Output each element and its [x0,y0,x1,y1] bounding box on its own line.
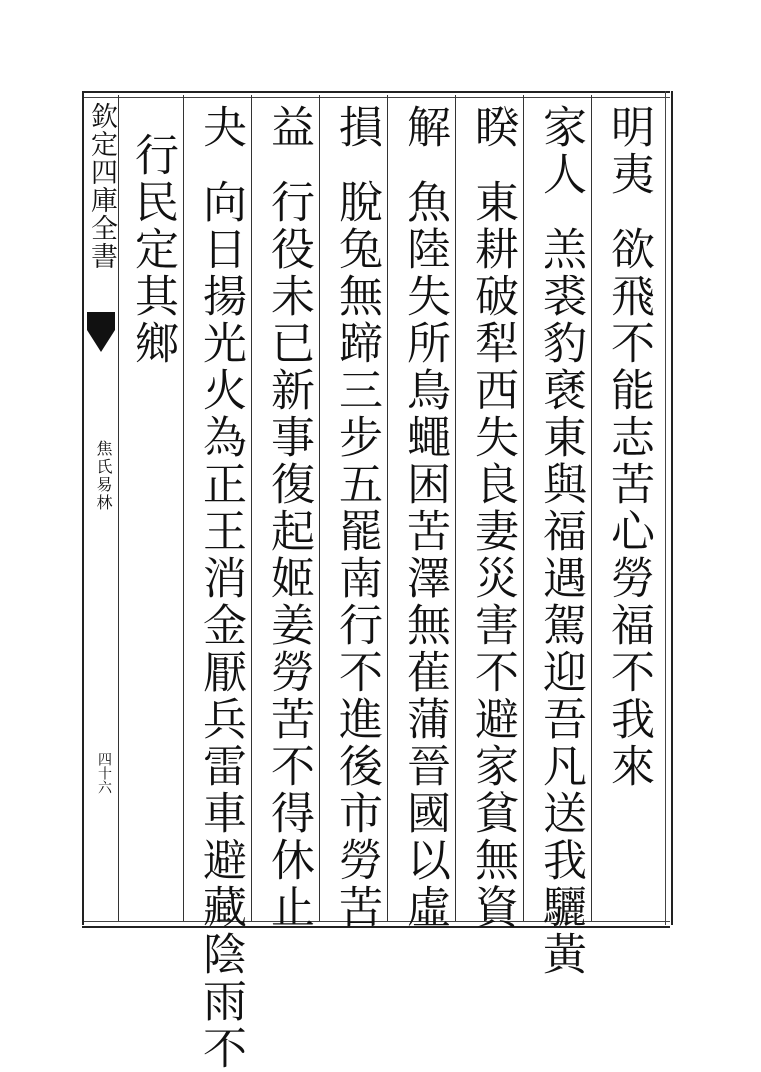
column-rule [387,95,388,921]
hexagram-name: 益 [263,104,314,151]
column-rule [251,95,252,921]
margin-title: 欽定四庫全書 [86,102,117,270]
hexagram-name: 夬 [195,104,246,151]
hexagram-name: 睽 [467,104,518,151]
column-rule [183,95,184,921]
text-column [328,104,384,931]
verse-text: 東耕破犁西失良妻災害不避家貧無資 [467,179,518,931]
margin-page-number: 四十六 [96,752,112,794]
text-column [532,104,588,978]
verse-text: 脫兔無蹄三步五罷南行不進後市勞苦 [331,179,382,931]
text-column [192,104,248,1072]
column-rule [523,95,524,921]
verse-text: 魚陸失所鳥蠅困苦澤無萑蒲晉國以虛 [399,179,450,931]
hexagram-name: 家人 [535,104,586,198]
column-rule [319,95,320,921]
text-column [464,104,520,931]
verse-text: 行役未已新事復起姬姜勞苦不得休止 [263,179,314,931]
verse-text: 羔裘豹褎東與福遇駕迎吾凡送我驪黃 [535,226,586,978]
text-column [260,104,316,931]
hexagram-name: 解 [399,104,450,151]
hexagram-name: 明夷 [603,104,654,198]
margin-book-title: 焦氏易林 [94,440,113,512]
text-column [124,104,180,367]
verse-text: 欲飛不能志苦心勞福不我來 [603,226,654,790]
margin-rule [118,95,119,921]
frame-right-border [665,91,673,925]
verse-text: 向日揚光火為正王消金厭兵雷車避藏陰雨不 [195,179,246,1072]
verse-text: 行民定其鄉 [127,132,178,367]
frame-top-border [82,91,670,98]
fish-tail-mark [87,330,115,352]
column-rule [455,95,456,921]
column-rule [591,95,592,921]
text-column [600,104,656,790]
text-column [396,104,452,931]
hexagram-name: 損 [331,104,382,151]
